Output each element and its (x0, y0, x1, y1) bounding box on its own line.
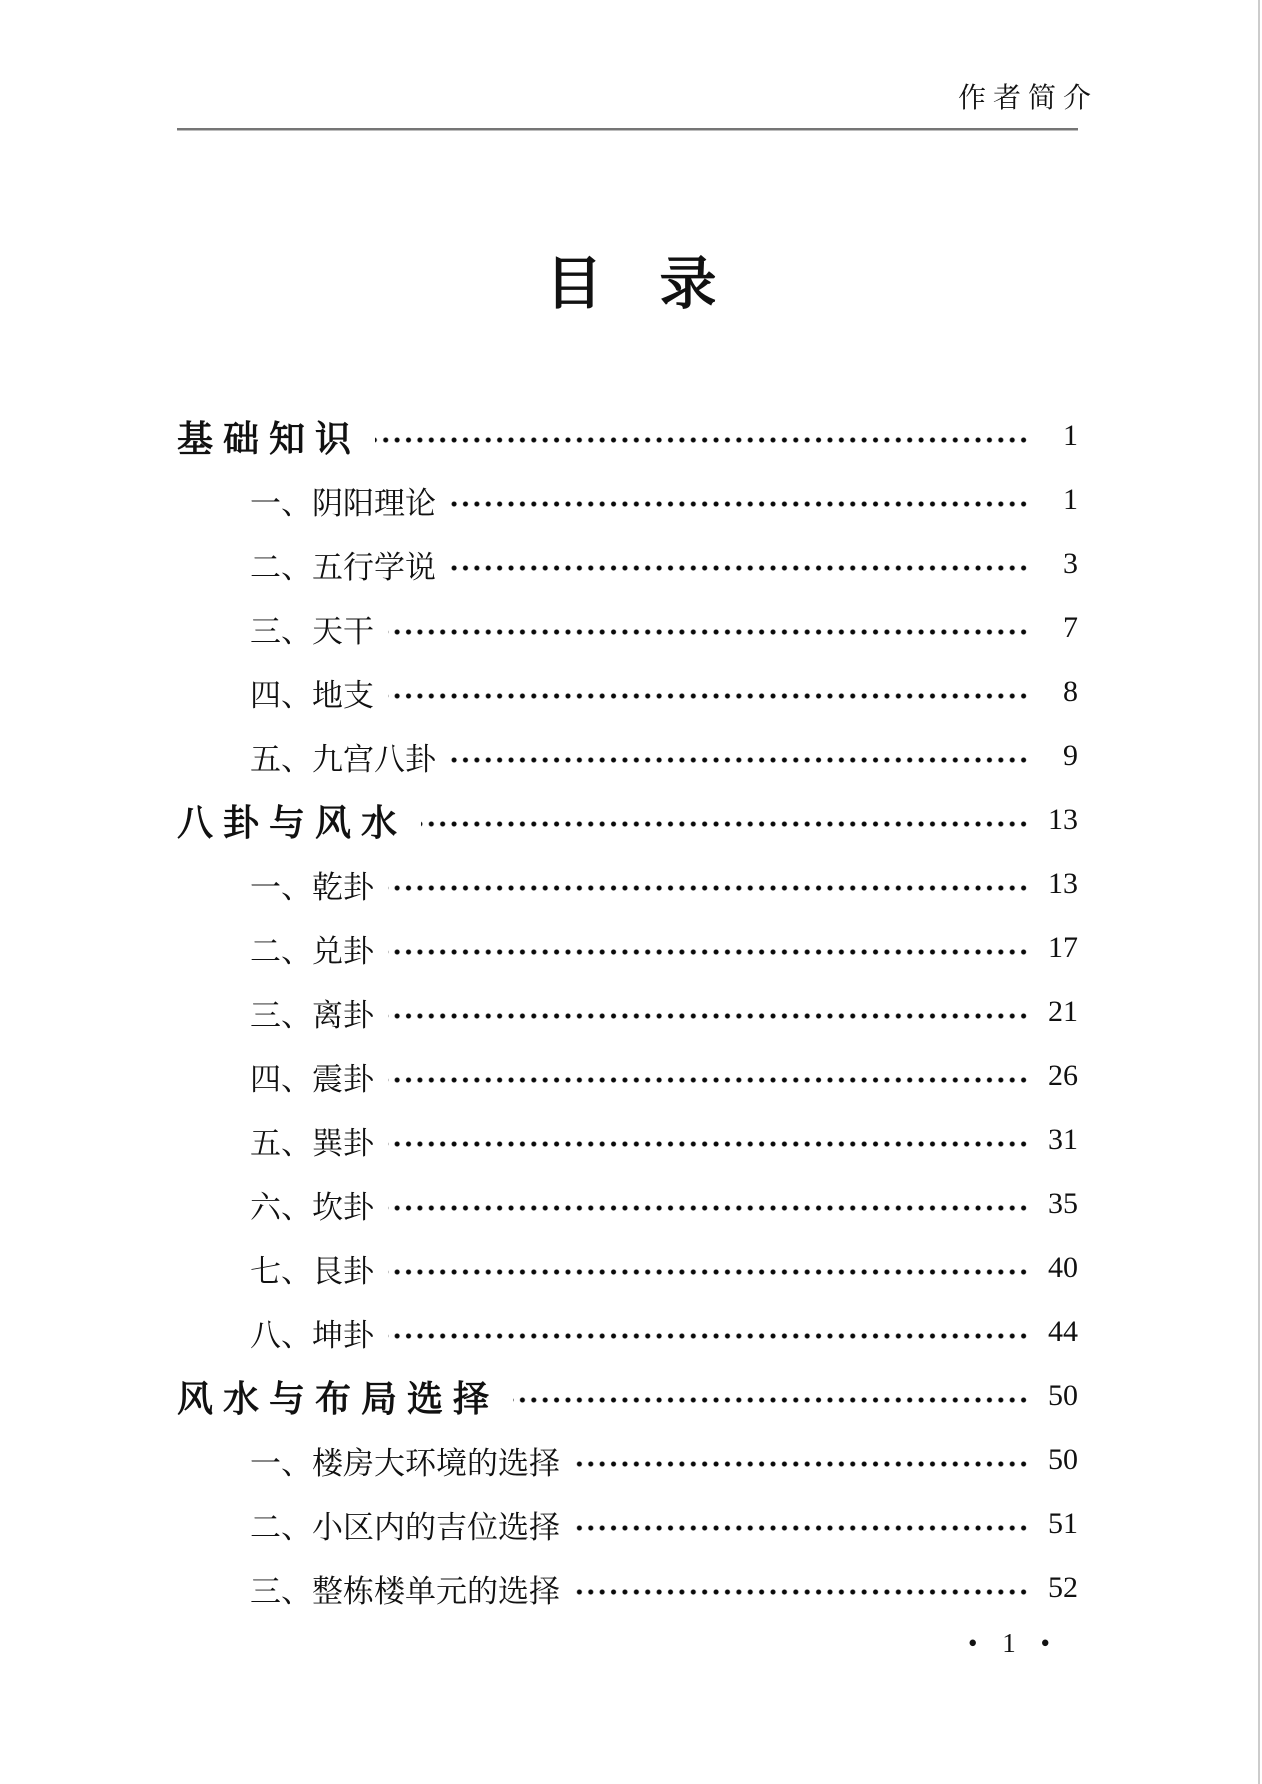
toc-entry (177, 724, 1078, 788)
toc-entry-page: 13 (1048, 867, 1078, 900)
dot-leader (450, 563, 1030, 573)
toc-entry-page: 35 (1048, 1187, 1078, 1220)
toc-entry-label: 一、阴阳理论 (250, 485, 436, 521)
toc-entry-page: 52 (1048, 1571, 1078, 1604)
dot-leader (388, 1139, 1030, 1149)
dot-leader (388, 1011, 1030, 1021)
header-rule (177, 128, 1078, 130)
toc-entry-page: 13 (1048, 803, 1078, 836)
dot-leader (421, 819, 1030, 829)
toc-entry-label: 一、乾卦 (250, 869, 374, 905)
dot-leader (388, 947, 1030, 957)
toc-entry-label: 风水与布局选择 (177, 1377, 500, 1419)
toc-entry (177, 1300, 1078, 1364)
dot-leader (388, 883, 1030, 893)
table-of-contents (177, 404, 1078, 1620)
toc-entry-label: 五、九宫八卦 (250, 741, 436, 777)
dot-leader (388, 1075, 1030, 1085)
dot-leader (388, 1331, 1030, 1341)
toc-entry-page: 50 (1048, 1379, 1078, 1412)
toc-entry (177, 788, 1078, 852)
dot-leader (375, 435, 1030, 445)
toc-entry (177, 1172, 1078, 1236)
toc-entry-page: 9 (1063, 739, 1078, 772)
running-header: 作者简介 (957, 83, 1098, 114)
toc-entry (177, 1428, 1078, 1492)
dot-leader (574, 1587, 1030, 1597)
toc-entry-label: 三、离卦 (250, 997, 374, 1033)
toc-entry-label: 八卦与风水 (177, 801, 408, 843)
toc-entry (177, 468, 1078, 532)
toc-entry (177, 852, 1078, 916)
toc-entry-page: 1 (1063, 483, 1078, 516)
toc-entry (177, 1364, 1078, 1428)
toc-entry-label: 四、震卦 (250, 1061, 374, 1097)
toc-entry-page: 51 (1048, 1507, 1078, 1540)
toc-entry-label: 三、整栋楼单元的选择 (250, 1573, 560, 1609)
toc-entry-label: 一、楼房大环境的选择 (250, 1445, 560, 1481)
dot-leader (450, 499, 1030, 509)
toc-entry-page: 8 (1063, 675, 1078, 708)
toc-entry-page: 40 (1048, 1251, 1078, 1284)
toc-entry-label: 七、艮卦 (250, 1253, 374, 1289)
dot-leader (388, 1203, 1030, 1213)
toc-entry (177, 532, 1078, 596)
toc-entry-label: 二、兑卦 (250, 933, 374, 969)
dot-leader (574, 1523, 1030, 1533)
scan-edge-line (1258, 0, 1260, 1784)
toc-entry (177, 404, 1078, 468)
toc-entry-page: 26 (1048, 1059, 1078, 1092)
toc-entry-page: 44 (1048, 1315, 1078, 1348)
toc-entry-page: 50 (1048, 1443, 1078, 1476)
toc-entry-label: 四、地支 (250, 677, 374, 713)
toc-entry-page: 7 (1063, 611, 1078, 644)
footer-page-number: • 1 • (968, 1628, 1059, 1658)
toc-entry-label: 二、五行学说 (250, 549, 436, 585)
toc-entry-label: 二、小区内的吉位选择 (250, 1509, 560, 1545)
toc-entry (177, 1044, 1078, 1108)
toc-entry-label: 五、巽卦 (250, 1125, 374, 1161)
toc-entry (177, 1556, 1078, 1620)
toc-entry (177, 1236, 1078, 1300)
toc-entry-label: 六、坎卦 (250, 1189, 374, 1225)
dot-leader (574, 1459, 1030, 1469)
dot-leader (513, 1395, 1030, 1405)
toc-entry (177, 916, 1078, 980)
page-title: 目 录 (545, 253, 717, 316)
toc-entry (177, 1108, 1078, 1172)
toc-entry (177, 1492, 1078, 1556)
dot-leader (450, 755, 1030, 765)
toc-entry (177, 660, 1078, 724)
dot-leader (388, 1267, 1030, 1277)
dot-leader (388, 691, 1030, 701)
toc-entry (177, 596, 1078, 660)
toc-entry-label: 八、坤卦 (250, 1317, 374, 1353)
toc-entry-label: 三、天干 (250, 613, 374, 649)
toc-entry-page: 1 (1063, 419, 1078, 452)
toc-entry-label: 基础知识 (177, 417, 362, 459)
dot-leader (388, 627, 1030, 637)
toc-entry (177, 980, 1078, 1044)
toc-entry-page: 21 (1048, 995, 1078, 1028)
toc-entry-page: 3 (1063, 547, 1078, 580)
toc-entry-page: 31 (1048, 1123, 1078, 1156)
toc-entry-page: 17 (1048, 931, 1078, 964)
